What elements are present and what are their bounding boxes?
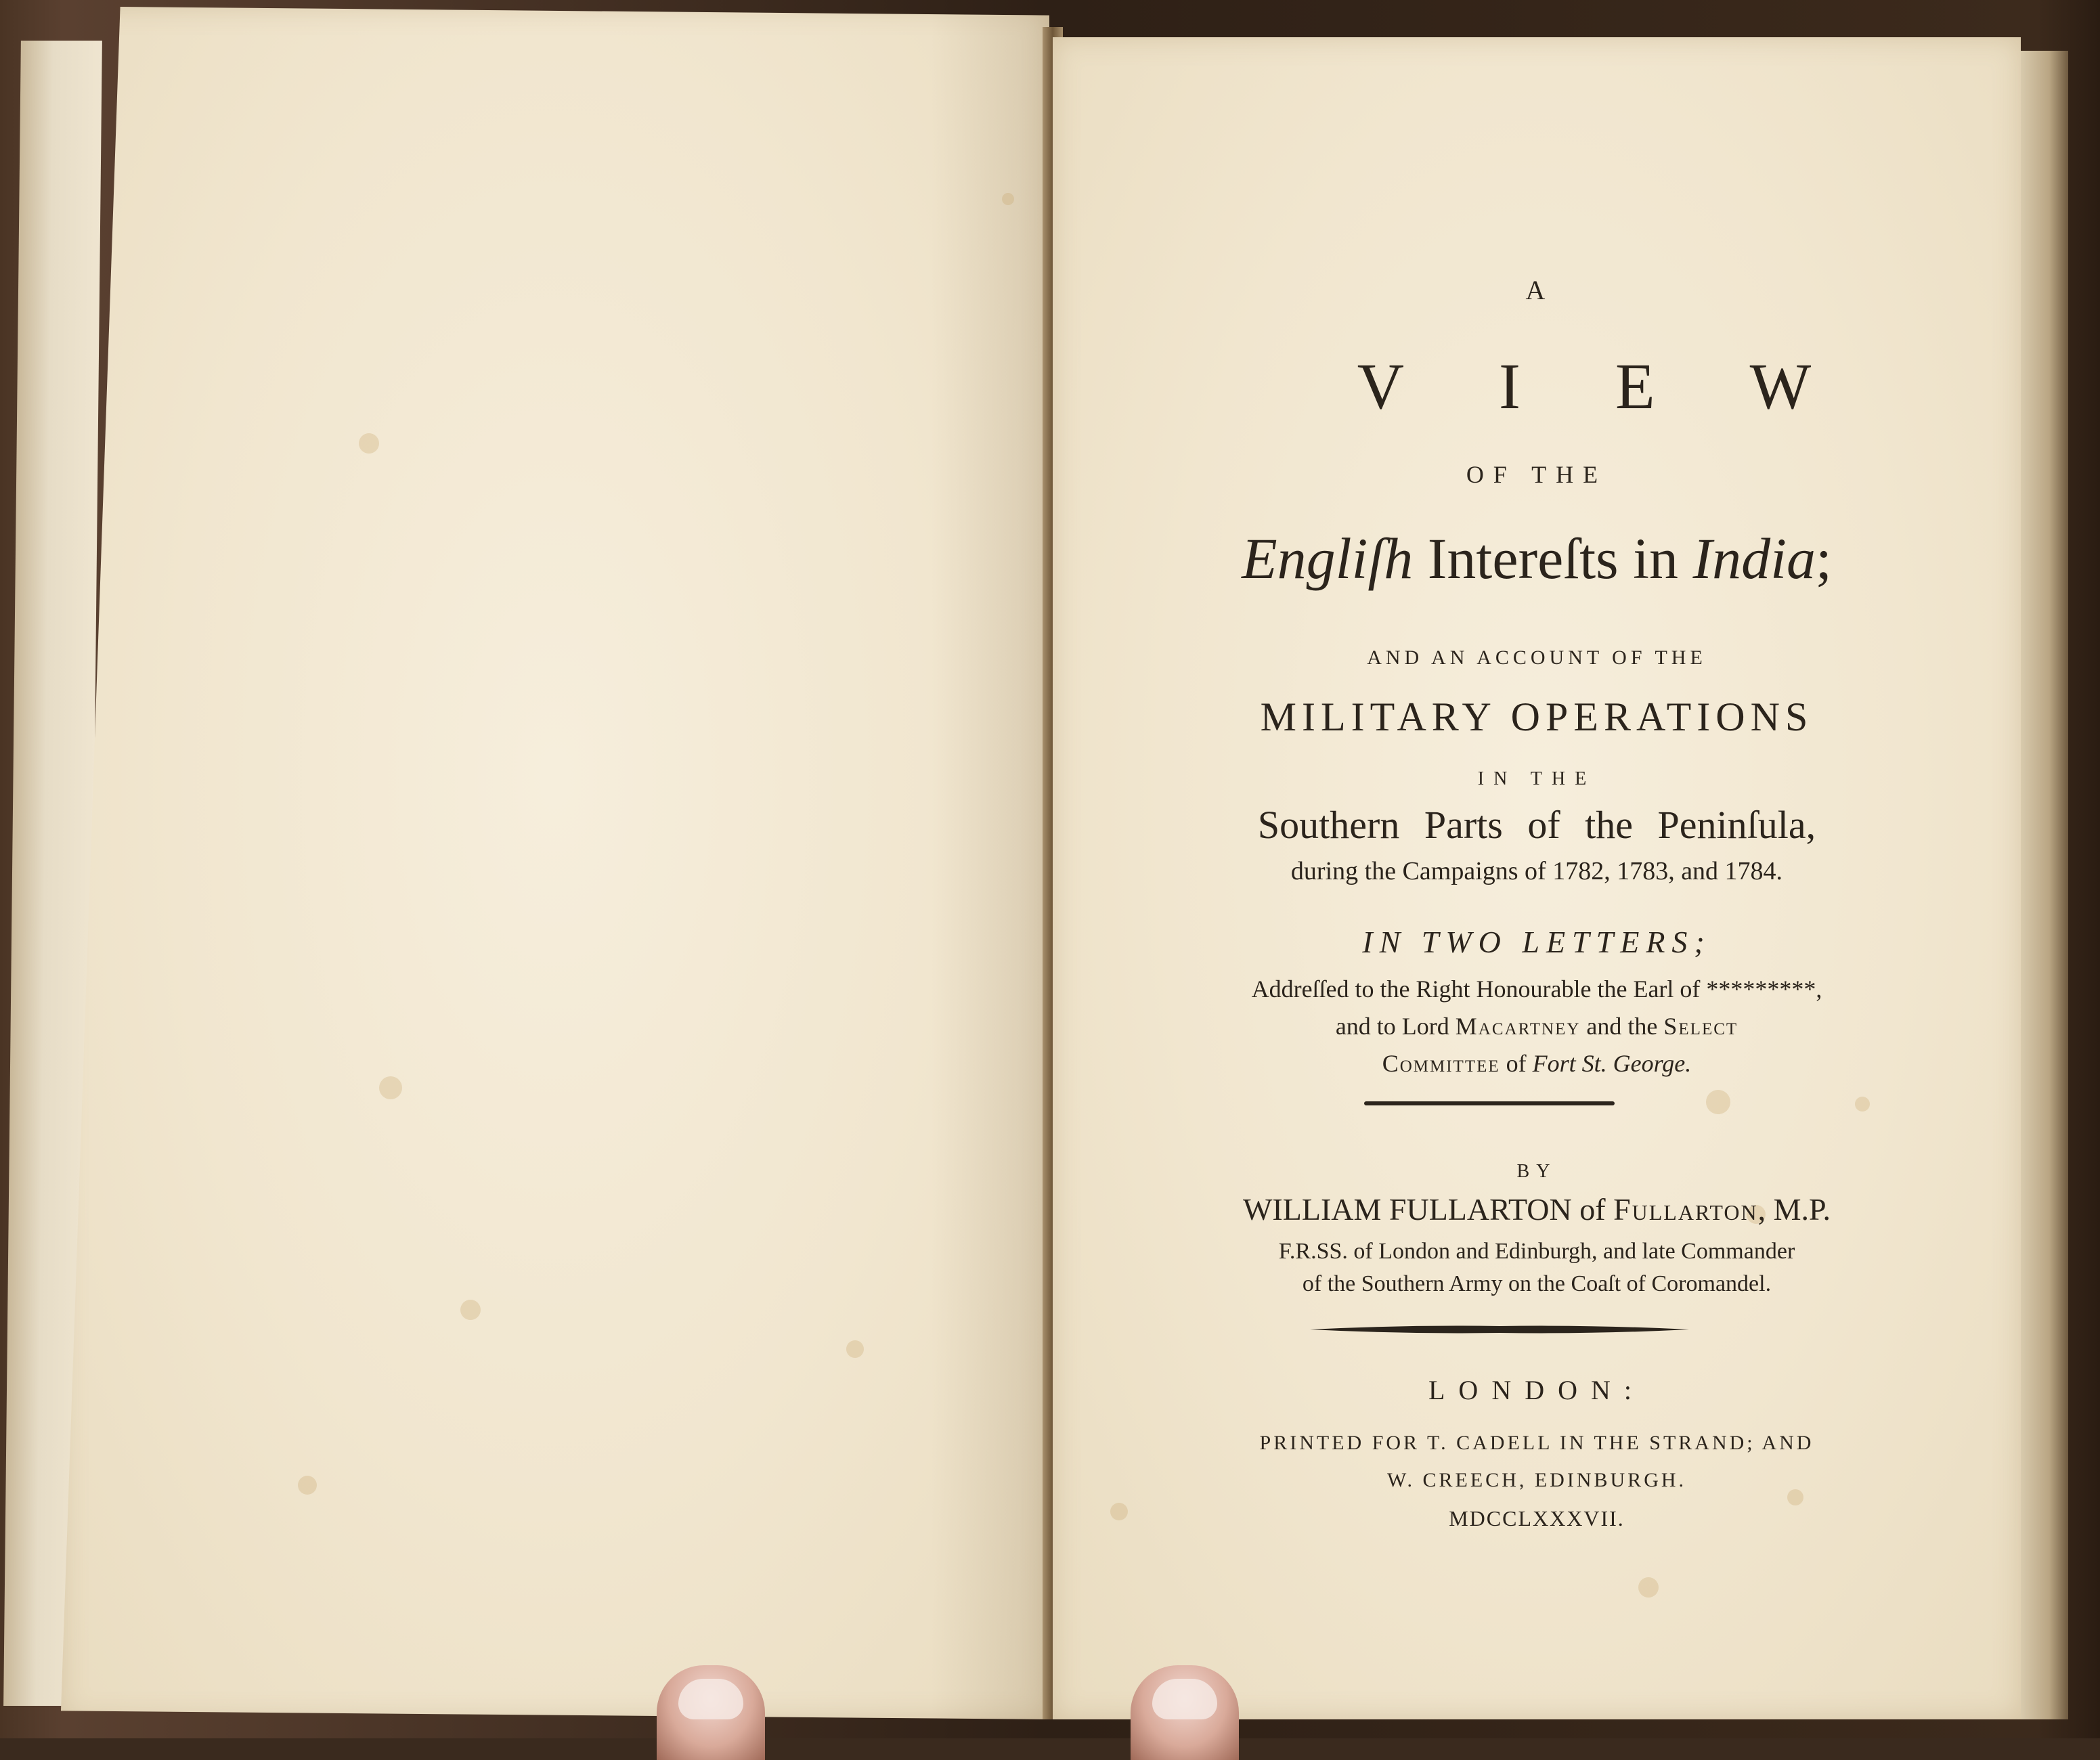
author-command-line: of the Southern Army on the Coaſt of Coromandel. bbox=[1302, 1271, 1772, 1296]
author-estate: Fullarton bbox=[1613, 1192, 1758, 1227]
by-line: BY bbox=[1516, 1161, 1557, 1182]
committee-word: Committee bbox=[1382, 1050, 1500, 1077]
right-page-edges bbox=[2021, 51, 2068, 1719]
recipients-prefix: and to Lord bbox=[1335, 1013, 1456, 1040]
imprint-printer-line: PRINTED FOR T. CADELL IN THE STRAND; AND bbox=[1259, 1432, 1814, 1454]
subtitle-southern-line: Southern Parts of the Peninſula, bbox=[1257, 803, 1816, 847]
title-of-the: OF THE bbox=[1466, 461, 1608, 488]
title-interests-word: Intereſts in bbox=[1413, 526, 1693, 591]
ornamental-rule bbox=[1310, 1323, 1689, 1336]
left-page-shadow bbox=[61, 7, 1049, 1719]
subtitle-military-line: MILITARY OPERATIONS bbox=[1260, 695, 1814, 739]
recipients-and-the: and the bbox=[1580, 1013, 1664, 1040]
title-article: A bbox=[1525, 275, 1548, 305]
recipients-select: Select bbox=[1663, 1013, 1738, 1040]
recipients-line bbox=[1053, 1012, 2021, 1040]
left-thumb bbox=[657, 1665, 765, 1760]
horizontal-rule bbox=[1364, 1101, 1615, 1105]
title-subject-line bbox=[1053, 525, 2021, 592]
two-letters-heading: IN TWO LETTERS; bbox=[1362, 925, 1711, 959]
imprint-bookseller-line: W. CREECH, EDINBURGH. bbox=[1386, 1469, 1687, 1491]
committee-line bbox=[1053, 1049, 2021, 1078]
title-india-word: India bbox=[1692, 526, 1816, 591]
committee-fort: Fort St. George. bbox=[1532, 1050, 1692, 1077]
right-thumb bbox=[1131, 1665, 1239, 1760]
author-line bbox=[1053, 1191, 2021, 1227]
imprint-year: MDCCLXXXVII. bbox=[1449, 1506, 1625, 1531]
title-semicolon: ; bbox=[1816, 526, 1832, 591]
title-main-word: VIEW bbox=[1357, 350, 1906, 422]
title-page-text bbox=[1053, 37, 2021, 1719]
title-english-word: Engliſh bbox=[1242, 526, 1414, 591]
author-credentials-line: F.R.SS. of London and Edinburgh, and late Commander bbox=[1278, 1239, 1795, 1264]
author-title: , M.P. bbox=[1757, 1192, 1831, 1227]
committee-of: of bbox=[1500, 1050, 1533, 1077]
subtitle-in-the: IN THE bbox=[1477, 768, 1596, 789]
subtitle-account-line: AND AN ACCOUNT OF THE bbox=[1367, 646, 1707, 669]
recipients-macartney: Macartney bbox=[1455, 1013, 1581, 1040]
author-name: WILLIAM FULLARTON of bbox=[1243, 1192, 1614, 1227]
subtitle-campaigns-line: during the Campaigns of 1782, 1783, and 1784. bbox=[1290, 857, 1783, 885]
addressed-line: Addreſſed to the Right Honourable the Earl of *********, bbox=[1251, 975, 1822, 1003]
imprint-city: LONDON: bbox=[1428, 1375, 1645, 1405]
